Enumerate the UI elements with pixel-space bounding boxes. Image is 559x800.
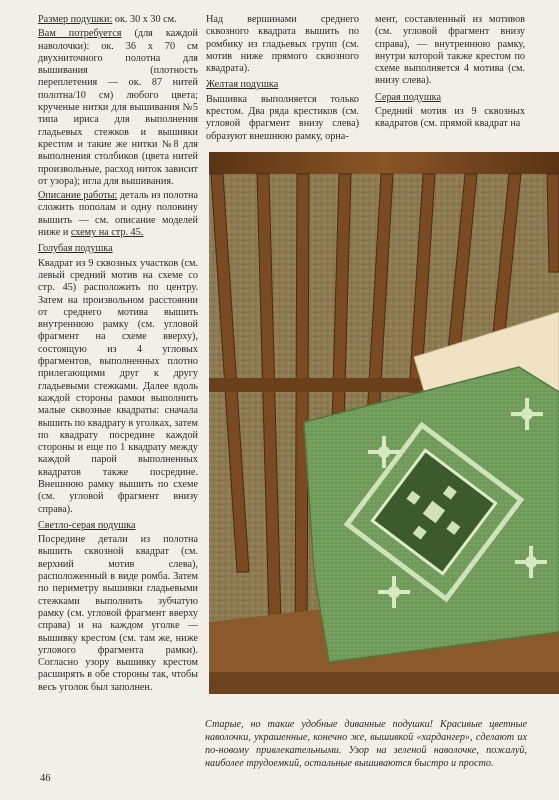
blue-pillow-heading: Голубая подушка bbox=[38, 243, 113, 255]
work-paragraph bbox=[38, 190, 198, 239]
materials-paragraph bbox=[38, 28, 198, 188]
yellow-pillow-heading: Желтая подушка bbox=[206, 79, 279, 91]
text-column-1 bbox=[38, 14, 198, 696]
materials-label: Вам потребуется bbox=[38, 28, 122, 40]
yellow-pillow-continued: мент, составленный из мотивов (см. угловой фрагмент внизу справа), — внутреннюю рамку, внутри которой также крестом по схеме выполняется 4 мотива (см. внизу слева). bbox=[375, 14, 525, 87]
photo-caption: Старые, но такие удобные диванные подушки! Красивые цветные наволочки, украшенные, конечно же, вышивкой «хардангер», сделают их по-новому привлекательными. Узор на зеленой наволочке, пожалуй, наиболее трудоемкий, остальные вышиваются быстро и просто. bbox=[205, 719, 527, 769]
pillows-photo bbox=[209, 152, 559, 694]
text-column-3 bbox=[375, 14, 525, 133]
light-grey-pillow-heading: Светло-серая подушка bbox=[38, 519, 136, 531]
pillows-photo-illustration bbox=[209, 152, 559, 694]
work-label: Описание работы: bbox=[38, 190, 118, 202]
size-paragraph bbox=[38, 14, 198, 26]
column2-intro: Над вершинами среднего сквозного квадрата вышить по ромбику из гладьевых групп (см. мотив ниже прямого сквозного квадрата). bbox=[206, 14, 359, 75]
page-number: 46 bbox=[40, 773, 51, 784]
blue-pillow-text: Квадрат из 9 сквозных участков (см. левый средний мотив на схеме со стр. 45) расположить по центру. Затем на произвольном расстоянии от среднего мотива вышить внутреннюю рамку (см. угловой фрагмент на схеме вверху), состоящую из 4 угловых фрагментов, выполненных плотно прилегающими друг к другу гладьевыми стежками. Далее вдоль каждой стороны рамки выполнить малые сквозные квадраты: сначала вышить по квадрату в уголках, затем по квадрату посредине каждой стороны и еще по 1 квадрату между каждой парой выполненных квадратов также посредине. Внешнюю рамку вышить по схеме (см. угловой фрагмент внизу справа). bbox=[38, 257, 198, 515]
light-grey-pillow-text: Посредине детали из полотна вышить сквозной квадрат (см. верхний мотив слева), расположенный в виде ромба. Затем по периметру вышивки гладьевыми стежками выполнить зубчатую рамку (см. угловой фрагмент вверху справа) и на каждом уголке — вышивку крестом (см. там же, ниже углового фрагмента рамки). Согласно узору вышивку крестом расширять в обе стороны так, чтобы весь уголок был заполнен. bbox=[38, 534, 198, 693]
grey-pillow-text: Средний мотив из 9 сквозных квадратов (см. прямой квадрат на bbox=[375, 106, 525, 130]
materials-text: (для каждой наволочки): ок. 36 х 70 см двухниточного полотна для вышивания (плотность переплетения — ок. 87 нитей полотна/10 см) любого цвета; крученые нитки для вышивания №5 типа ириса для выполнения гладьевых стежков и вышивки крестом и такие же нитки №8 для выполнения столбиков (цвета нитей произвольные, расход ниток зависит от узора); игла для вышивания. bbox=[38, 28, 198, 187]
grey-pillow-heading: Серая подушка bbox=[375, 91, 441, 103]
yellow-pillow-text: Вышивка выполняется только крестом. Два ряда крестиков (см. угловой фрагмент внизу слева) образуют внешнюю рамку, орна- bbox=[206, 93, 359, 142]
scheme-reference: схему на стр. 45. bbox=[70, 227, 144, 239]
size-text: ок. 30 x 30 см. bbox=[112, 14, 177, 25]
text-column-2 bbox=[206, 14, 359, 145]
size-label: Размер подушки: bbox=[38, 14, 113, 25]
work-text: деталь из полотна сложить пополам и одну половину вышить — см. описание моделей ниже и bbox=[38, 190, 198, 239]
